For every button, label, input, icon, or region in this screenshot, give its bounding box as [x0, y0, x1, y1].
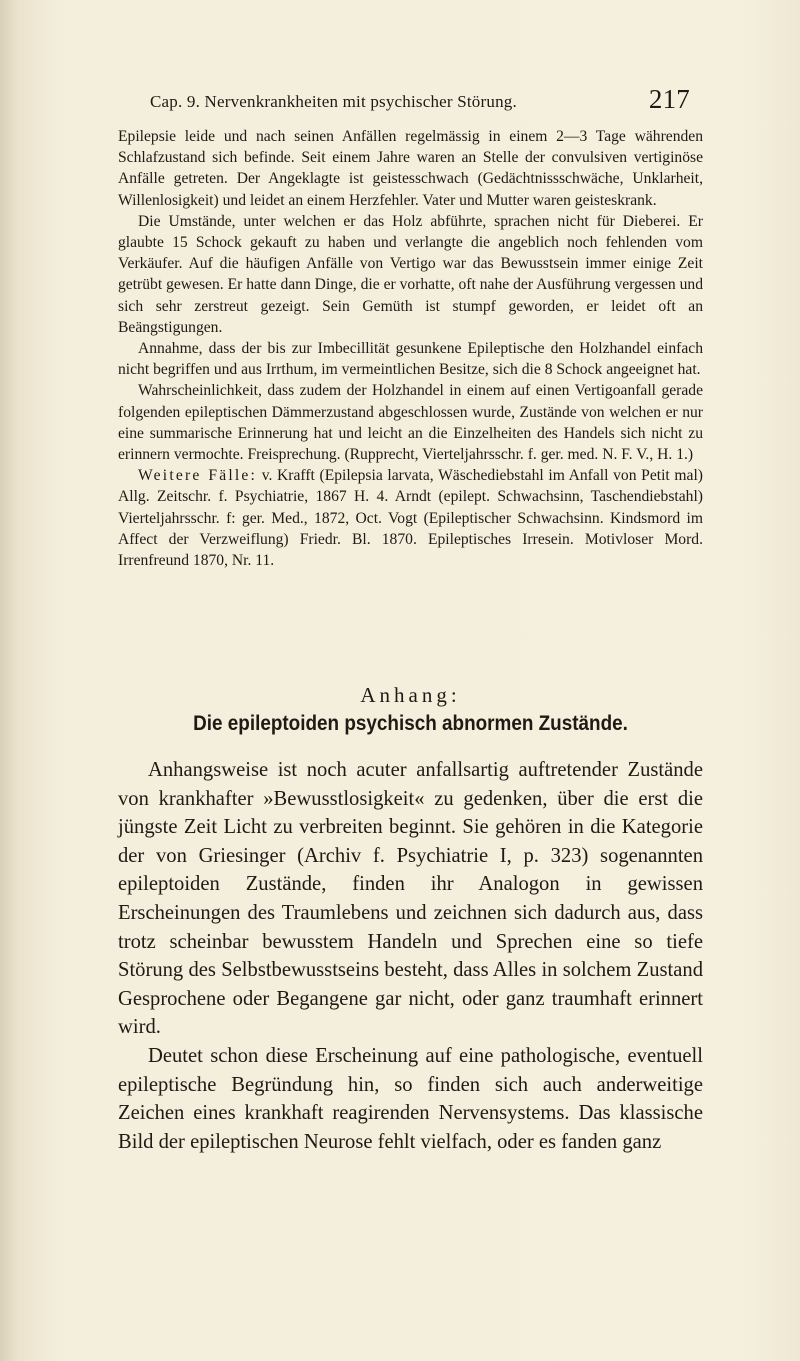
case-report-text	[118, 126, 703, 571]
further-cases-text: v. Krafft (Epilepsia larvata, Wäschediebstahl im Anfall von Petit mal) Allg. Zeitschr. f. Psychiatrie, 1867 H. 4. Arndt (epilept. Schwachsinn, Taschendiebstahl) Vierteljahrsschr. f: ger. Med., 1872, Oct. Vogt (Epileptischer Schwachsinn. Kindsmord im Affect der Verzweiflung) Friedr. Bl. 1870. Epileptisches Irresein. Motivloser Mord. Irrenfreund 1870, Nr. 11.	[118, 467, 703, 570]
case-paragraph-1: Epilepsie leide und nach seinen Anfällen regelmässig in einem 2—3 Tage währenden Schlafzustand sich befinde. Seit einem Jahre waren an Stelle der convulsiven vertiginöse Anfälle getreten. Der Angeklagte ist geistesschwach (Gedächtnissschwäche, Unklarheit, Willenlosigkeit) und leidet an einem Herzfehler. Vater und Mutter waren geisteskrank.	[118, 128, 703, 209]
appendix-heading: Anhang:	[360, 683, 461, 707]
page-header	[150, 84, 690, 122]
appendix-paragraph-2: Deutet schon diese Erscheinung auf eine pathologische, eventuell epileptische Begründung hin, so finden sich auch anderweitige Zeichen eines krankhaft reagirenden Nervensystems. Das klassische Bild der epileptischen Neurose fehlt vielfach, oder es fanden ganz	[118, 1044, 703, 1153]
appendix-text	[118, 756, 703, 1156]
case-paragraph-2: Die Umstände, unter welchen er das Holz abführte, sprachen nicht für Dieberei. Er glaubte 15 Schock gekauft zu haben und verlangte die angeblich noch fehlenden vom Verkäufer. Auf die häufigen Anfälle von Vertigo war das Bewusstsein immer einige Zeit getrübt gewesen. Er hatte dann Dinge, die er vorhatte, oft nahe der Ausführung vergessen und sich sehr zerstreut gezeigt. Sein Gemüth ist stumpf geworden, er leidet oft an Beängstigungen.	[118, 212, 703, 336]
case-paragraph-4: Wahrscheinlichkeit, dass zudem der Holzhandel in einem auf einen Vertigoanfall gerade folgenden epileptischen Dämmerzustand abgeschlossen wurde, Zustände von welchen er nur eine summarische Erinnerung hat und leicht an die Einzelheiten des Handels sich nicht zu erinnern vermochte. Freisprechung. (Rupprecht, Vierteljahrsschr. f. ger. med. N. F. V., H. 1.)	[118, 382, 703, 464]
further-cases-label: Weitere Fälle:	[138, 467, 258, 485]
appendix-paragraph-1: Anhangsweise ist noch acuter anfallsartig auftretender Zustände von krankhafter »Bewusstlosigkeit« zu gedenken, über die erst die jüngste Zeit Licht zu verbreiten beginnt. Sie gehören in die Kategorie der von Griesinger (Archiv f. Psychiatrie I, p. 323) sogenannten epileptoiden Zustände, finden ihr Analogon in gewissen Erscheinungen des Traumlebens und zeichnen sich dadurch aus, dass trotz scheinbar bewusstem Handeln und Sprechen eine so tiefe Störung des Selbstbewusstseins besteht, dass Alles in solchem Zustand Gesprochene oder Begangene gar nicht, oder ganz traumhaft erinnert wird.	[118, 759, 703, 1039]
case-paragraph-3: Annahme, dass der bis zur Imbecillität gesunkene Epileptische den Holzhandel einfach nicht begriffen und aus Irrthum, im vermeintlichen Besitze, sich die 8 Schock angeeignet hat.	[118, 340, 703, 379]
page-number: 217	[648, 84, 690, 114]
appendix-subtitle: Die epileptoiden psychisch abnormen Zustände.	[193, 712, 628, 735]
running-title: Cap. 9. Nervenkrankheiten mit psychischer Störung.	[150, 92, 517, 111]
further-cases-paragraph	[118, 465, 703, 571]
